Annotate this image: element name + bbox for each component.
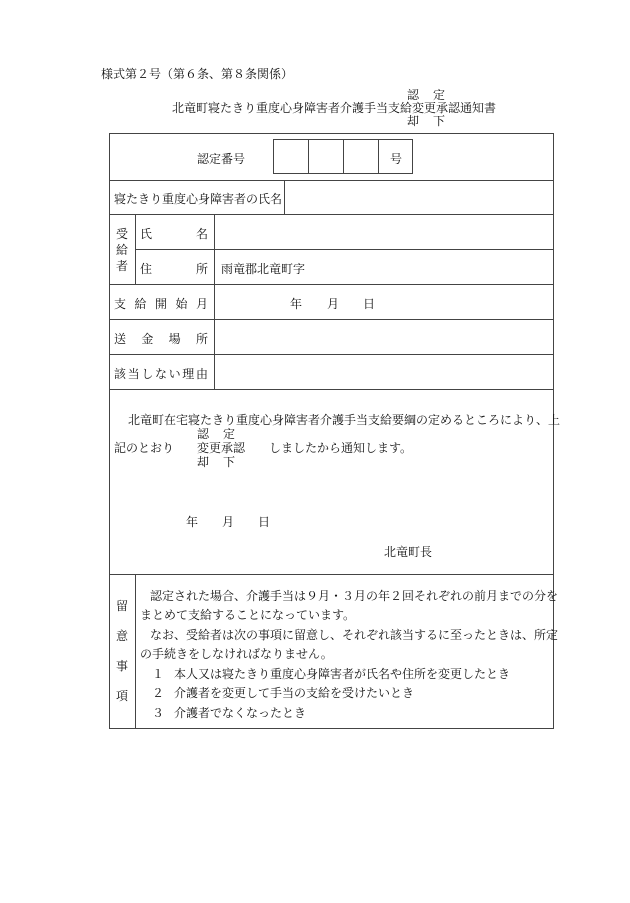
remit-place-label-char: 送 [114, 332, 127, 346]
remit-place-label [114, 330, 208, 347]
reason-label-char: 当 [127, 367, 140, 381]
remit-place-label-char: 所 [195, 332, 208, 346]
notes-label-char: 事 [115, 659, 128, 673]
start-day-unit[interactable]: 日 [363, 297, 376, 311]
start-month-label-char: 給 [134, 297, 147, 311]
notice-option-approve: 認 定 [197, 427, 237, 441]
notes-para1-line2: まとめて支給することになっています。 [140, 608, 356, 622]
notes-item-text: 介護者を変更して手当の支給を受けたいとき [174, 686, 415, 700]
recipient-label-char: 受 [115, 227, 128, 241]
title-option-reject: 却 下 [407, 114, 447, 128]
start-month-label-char: 始 [175, 297, 188, 311]
reason-label-char: な [154, 367, 167, 381]
name-label-char: 氏 [140, 227, 153, 241]
issuer-name: 北竜町長 [384, 545, 433, 559]
reason-label [114, 365, 208, 382]
start-month-unit[interactable]: 月 [327, 297, 340, 311]
title-option-approve: 認 定 [407, 88, 447, 102]
address-label [140, 260, 208, 277]
notes-label-char: 留 [115, 599, 128, 613]
notes-item-text: 本人又は寝たきり重度心身障害者が氏名や住所を変更したとき [174, 667, 511, 681]
start-month-label-char: 支 [114, 297, 127, 311]
start-month-label-char: 開 [154, 297, 167, 311]
reason-label-char: 該 [114, 367, 127, 381]
reason-label-char: 由 [195, 367, 208, 381]
notes-para2-line1: なお、受給者は次の事項に留意し、それぞれ該当するに至ったときは、所定 [150, 628, 559, 642]
start-month-label-char: 月 [195, 297, 208, 311]
notice-option-change: 変更承認 [197, 441, 246, 455]
name-label [140, 225, 208, 242]
notes-item-number: ２ [152, 686, 165, 700]
notes-para1-line1: 認定された場合、介護手当は９月・３月の年２回それぞれの前月までの分を [150, 589, 559, 603]
remit-place-label-char: 場 [168, 332, 181, 346]
page-title: 北竜町寝たきり重度心身障害者介護手当支給変更承認通知書 [172, 101, 497, 115]
person-name-label: 寝たきり重度心身障害者の氏名 [114, 192, 283, 206]
notice-date-day[interactable]: 日 [258, 515, 271, 529]
cert-number-label: 認定番号 [197, 152, 246, 166]
notice-line-2-prefix: 記のとおり [114, 441, 175, 455]
address-label-char: 所 [195, 262, 208, 276]
recipient-name-field[interactable] [216, 215, 552, 248]
reason-label-char: 理 [182, 367, 195, 381]
address-value[interactable]: 雨竜郡北竜町字 [221, 262, 306, 276]
name-label-char: 名 [195, 227, 208, 241]
notes-label-char: 意 [115, 629, 128, 643]
recipient-label-char: 給 [115, 243, 128, 257]
notice-date-month[interactable]: 月 [222, 515, 235, 529]
form-number: 様式第２号（第６条、第８条関係） [101, 67, 294, 81]
notes-item-number: ３ [152, 706, 165, 720]
reason-label-char: い [168, 367, 181, 381]
notes-para2-line2: の手続きをしなければなりません。 [140, 647, 333, 661]
start-year-unit[interactable]: 年 [290, 297, 303, 311]
notes-item-text: 介護者でなくなったとき [174, 706, 307, 720]
notice-date-year[interactable]: 年 [186, 515, 199, 529]
notes-label-char: 項 [115, 689, 128, 703]
notice-option-reject: 却 下 [197, 455, 237, 469]
remit-place-field[interactable] [216, 320, 552, 353]
address-label-char: 住 [140, 262, 153, 276]
start-month-label [114, 295, 208, 312]
reason-field[interactable] [216, 355, 552, 388]
person-name-field[interactable] [286, 181, 552, 213]
cert-number-suffix: 号 [390, 152, 403, 166]
remit-place-label-char: 金 [141, 332, 154, 346]
reason-label-char: し [141, 367, 154, 381]
notice-line-1: 北竜町在宅寝たきり重度心身障害者介護手当支給要綱の定めるところにより、上 [128, 413, 561, 427]
notice-line-2-suffix: しましたから通知します。 [269, 441, 413, 455]
recipient-label-char: 者 [115, 259, 128, 273]
notes-item-number: １ [152, 667, 165, 681]
